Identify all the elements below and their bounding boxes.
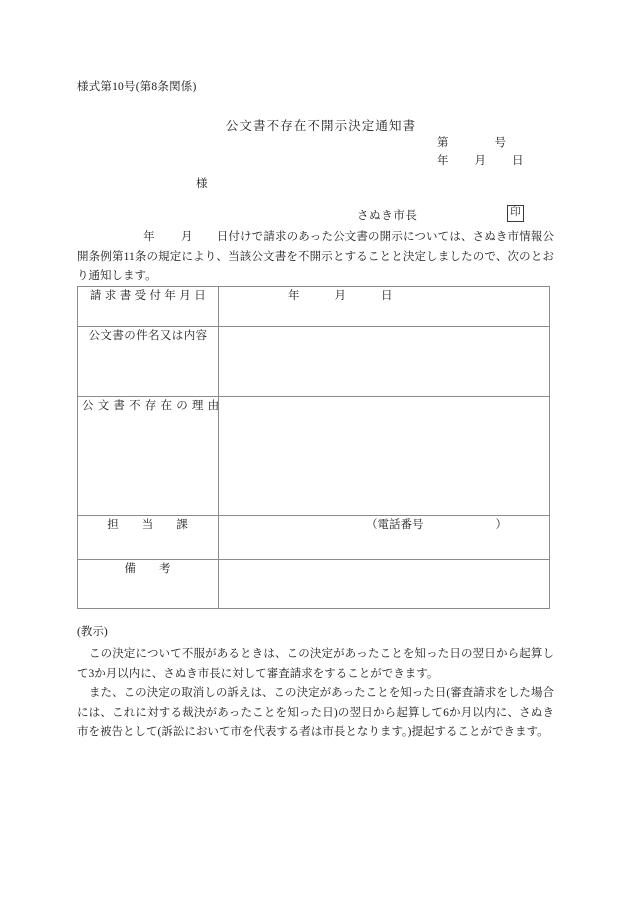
body-date-month: 月 — [180, 231, 193, 243]
telephone-close-paren: ） — [495, 519, 507, 531]
table-row — [78, 516, 550, 560]
date-year-label: 年 — [437, 155, 449, 167]
addressee-honorific: 様 — [196, 178, 208, 190]
label-text: 担当課 — [107, 519, 211, 531]
notice-paragraph-1: この決定について不服があるときは、この決定があったことを知った日の翌日から起算して3か月以内に、さぬき市長に対して審査請求をすることができます。 — [77, 648, 554, 680]
table-row — [78, 327, 550, 397]
value-day: 日 — [381, 290, 393, 302]
row-label-document-title-or-content — [78, 327, 219, 397]
row-label-responsible-division — [78, 516, 219, 560]
table-row — [78, 397, 550, 516]
date-month-label: 月 — [474, 155, 486, 167]
row-value-responsible-division[interactable] — [219, 516, 550, 560]
label-text: 公文書不存在の理由 — [82, 400, 224, 412]
notice-heading: (教示) — [77, 626, 108, 638]
row-value-request-received-date[interactable] — [219, 287, 550, 327]
label-text: 請求書受付年月日 — [89, 290, 210, 302]
row-value-document-title-or-content[interactable] — [219, 327, 550, 397]
body-text: 日付けで請求のあった公文書の開示については、さぬき市情報公開条例第11条の規定により、当該公文書を不開示とすることと決定しましたので、次のとおり通知します。 — [77, 231, 555, 282]
notification-table — [77, 286, 550, 609]
label-text: 備考 — [124, 563, 194, 575]
document-number-line — [437, 134, 506, 150]
table-row — [78, 560, 550, 609]
page-title: 公文書不存在不開示決定通知書 — [225, 119, 417, 133]
row-value-remarks[interactable] — [219, 560, 550, 609]
date-day-label: 日 — [512, 155, 524, 167]
value-year: 年 — [288, 290, 300, 302]
table-row — [78, 287, 550, 327]
row-label-reason-for-nonexistence — [78, 397, 224, 516]
document-number-label: 第 — [437, 137, 449, 149]
body-paragraph — [77, 228, 554, 287]
value-month: 月 — [334, 290, 346, 302]
row-label-remarks — [78, 560, 219, 609]
form-number: 様式第10号(第8条関係) — [77, 81, 197, 93]
body-date-year: 年 — [143, 231, 155, 243]
row-value-reason-for-nonexistence[interactable] — [219, 397, 550, 516]
issuer-name: さぬき市長 — [357, 210, 418, 222]
row-label-request-received-date — [78, 287, 219, 327]
document-date-line — [437, 152, 524, 168]
notice-body — [77, 645, 554, 743]
label-text: 公文書の件名又は内容 — [88, 330, 208, 342]
notice-paragraph-2: また、この決定の取消しの訴えは、この決定があったことを知った日(審査請求をした場合には、これに対する裁決があったことを知った日)の翌日から起算して6か月以内に、さぬき市を被告として(訴訟において市を代表する者は市長となります。)提起することができます。 — [77, 687, 554, 738]
document-number-unit: 号 — [494, 137, 506, 149]
seal-stamp-box: 印 — [507, 205, 524, 222]
telephone-label: （電話番号 — [366, 519, 424, 531]
